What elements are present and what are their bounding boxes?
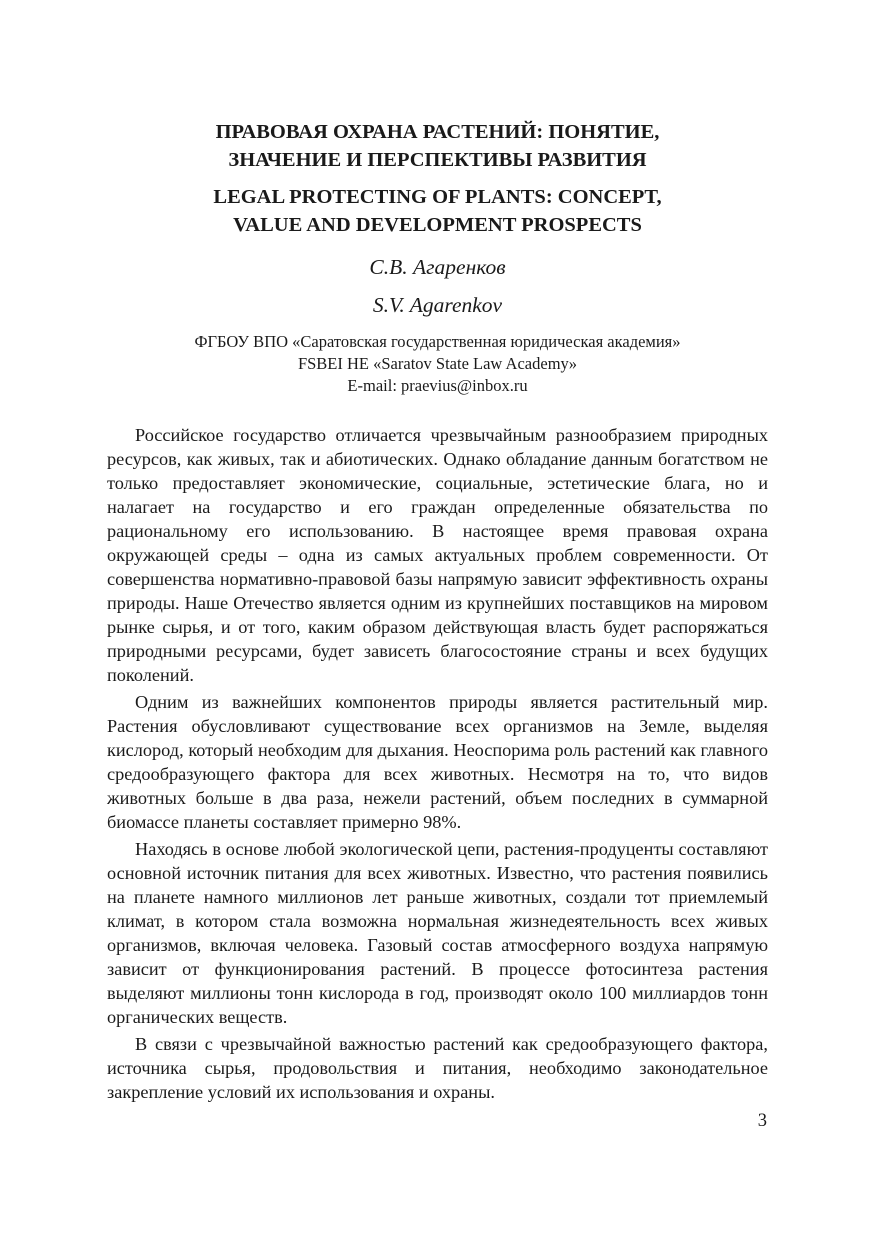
body-paragraph-4: В связи с чрезвычайной важностью растений как средообразующего фактора, источника сырья, продовольствия и питания, необходимо законодательное закрепление условий их использования и охраны. bbox=[107, 1034, 768, 1102]
page-number: 3 bbox=[757, 1111, 767, 1131]
affiliation-russian: ФГБОУ ВПО «Саратовская государственная юридическая академия» bbox=[194, 332, 681, 351]
title-russian-line-1: ПРАВОВАЯ ОХРАНА РАСТЕНИЙ: ПОНЯТИЕ, bbox=[215, 121, 660, 143]
affiliation-english: FSBEI HE «Saratov State Law Academy» bbox=[297, 354, 578, 373]
author-name-english: S.V. Agarenkov bbox=[372, 293, 503, 317]
article-page bbox=[107, 118, 768, 1107]
body-paragraph-2: Одним из важнейших компонентов природы является растительный мир. Растения обусловливают существование всех организмов на Земле, выделяя кислород, который необходим для дыхания. Неоспорима роль растений как главного средообразующего фактора для всех животных. Несмотря на то, что видов животных больше в два раза, нежели растений, объем последних в суммарной биомассе планеты составляет примерно 98%. bbox=[107, 692, 768, 832]
author-email: E-mail: praevius@inbox.ru bbox=[347, 376, 528, 395]
author-name-russian: С.В. Агаренков bbox=[369, 255, 506, 279]
body-paragraph-3: Находясь в основе любой экологической цепи, растения-продуценты составляют основной источник питания для всех животных. Известно, что растения появились на планете намного миллионов лет раньше животных, создали тот приемлемый климат, в котором стала возможна нормальная жизнедеятельность всех живых организмов, включая человека. Газовый состав атмосферного воздуха напрямую зависит от функционирования растений. В процессе фотосинтеза растения выделяют миллионы тонн кислорода в год, производят около 100 миллиардов тонн органических веществ. bbox=[107, 839, 768, 1027]
title-russian bbox=[107, 118, 768, 174]
title-russian-line-2: ЗНАЧЕНИЕ И ПЕРСПЕКТИВЫ РАЗВИТИЯ bbox=[228, 149, 647, 171]
body-paragraph-1: Российское государство отличается чрезвычайным разнообразием природных ресурсов, как живых, так и абиотических. Однако обладание данным богатством не только предоставляет экономические, социальные, эстетические блага, но и налагает на государство и его граждан определенные обязательства по рациональному его использованию. В настоящее время правовая охрана окружающей среды – одна из самых актуальных проблем современности. От совершенства нормативно-правовой базы напрямую зависит эффективность охраны природы. Наше Отечество является одним из крупнейших поставщиков на мировом рынке сырья, и от того, каким образом действующая власть будет распоряжаться природными ресурсами, будет зависеть благосостояние страны и всех будущих поколений. bbox=[107, 425, 768, 685]
title-english-line-2: VALUE AND DEVELOPMENT PROSPECTS bbox=[233, 214, 642, 236]
title-english bbox=[107, 183, 768, 239]
affiliation-block bbox=[107, 331, 768, 397]
title-english-line-1: LEGAL PROTECTING OF PLANTS: CONCEPT, bbox=[213, 186, 662, 208]
article-body bbox=[107, 423, 768, 1104]
